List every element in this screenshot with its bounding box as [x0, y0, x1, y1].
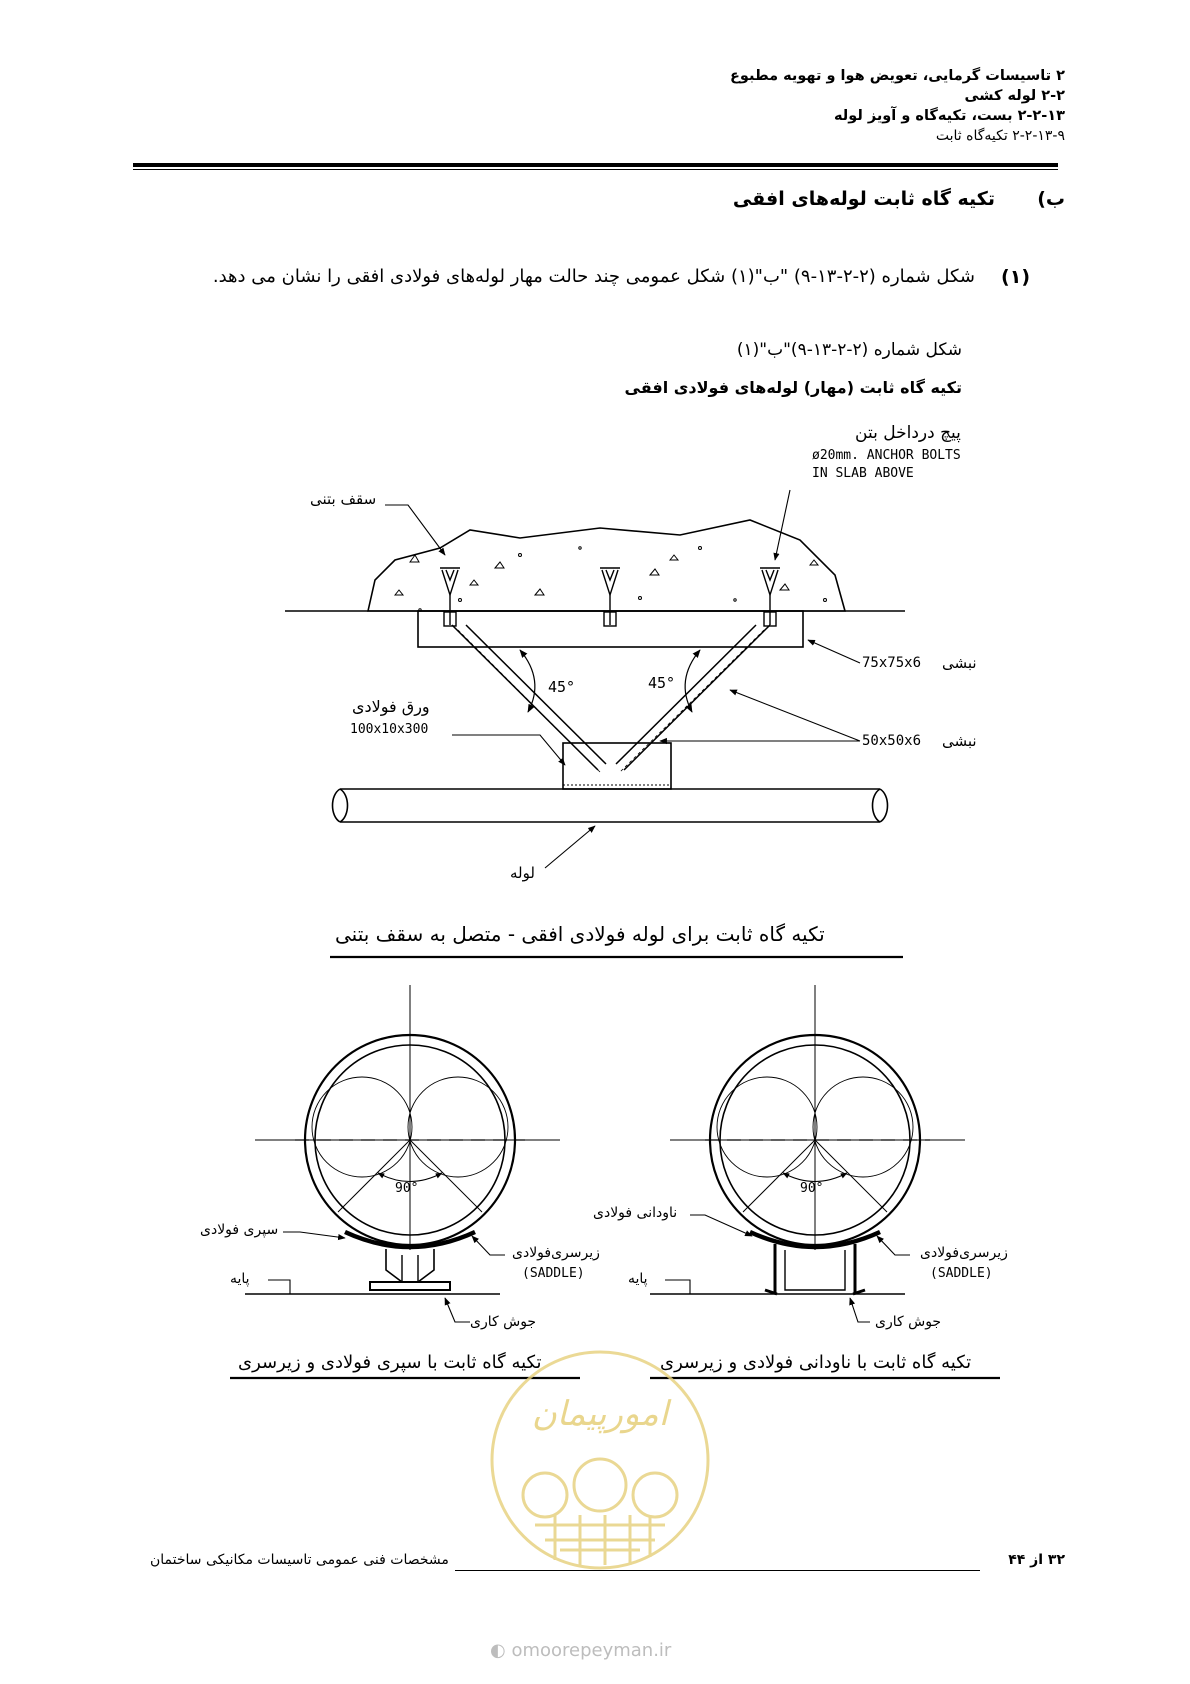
- top-caption: تکیه گاه ثابت برای لوله فولادی افقی - متصل به سقف بتنی: [335, 922, 825, 946]
- watermark-logo: [485, 1345, 715, 1575]
- bolt-label-en-1: ø20mm. ANCHOR BOLTS: [812, 448, 961, 463]
- bolt-label-fa: پیچ درداخل بتن: [855, 423, 961, 443]
- left-saddle-en: (SADDLE): [522, 1266, 585, 1281]
- angle-left-45: 45°: [548, 678, 576, 696]
- shield-label: سپری فولادی: [200, 1222, 279, 1238]
- concrete-slab: [285, 520, 905, 611]
- slab-label: سقف بتنی: [310, 490, 377, 508]
- header-line-1: ۲ تاسیسات گرمایی، تعویض هوا و تهویه مطبوع: [730, 68, 1065, 84]
- plate-size: 100x10x300: [350, 722, 429, 737]
- angle-small-size: 50x50x6: [862, 733, 922, 749]
- pipe-label: لوله: [510, 864, 535, 882]
- left-base-label: پایه: [230, 1271, 250, 1287]
- watermark-logo-text: امورپیمان: [531, 1394, 669, 1434]
- angle-big-label: نبشی: [942, 654, 977, 672]
- channel-label: ناودانی فولادی: [593, 1205, 678, 1221]
- anchor-bolts: [440, 568, 780, 626]
- figure-number: شکل شماره (۲-۲-۱۳-۹)"ب"(۱): [736, 340, 962, 360]
- left-weld-label: جوش کاری: [470, 1314, 537, 1330]
- footer-rule: [455, 1570, 980, 1571]
- angle-right-45: 45°: [648, 674, 676, 692]
- right-angle-90: 90°: [800, 1181, 824, 1196]
- leader-lines: [385, 490, 860, 868]
- right-weld-label: جوش کاری: [875, 1314, 942, 1330]
- left-angle-90: 90°: [395, 1181, 419, 1196]
- right-saddle-en: (SADDLE): [930, 1266, 993, 1281]
- angle-small-label: نبشی: [942, 732, 977, 750]
- header-line-3: ۲-۲-۱۳ بست، تکیه‌گاه و آویز لوله: [834, 108, 1065, 124]
- pipe: [333, 789, 888, 822]
- section-title: تکیه گاه ثابت لوله‌های افقی: [732, 188, 995, 210]
- right-saddle-fa: زیرسری‌فولادی: [920, 1245, 1008, 1261]
- footer-title: مشخصات فنی عمومی تاسیسات مکانیکی ساختمان: [150, 1552, 449, 1568]
- figure-title: تکیه گاه ثابت (مهار) لوله‌های فولادی افقی: [624, 378, 962, 397]
- plate-label: ورق فولادی: [352, 697, 430, 716]
- left-caption: تکیه گاه ثابت با سپری فولادی و زیرسری: [238, 1352, 542, 1373]
- header-line-4: ۲-۲-۱۳-۹ تکیه‌گاه ثابت: [935, 128, 1065, 144]
- right-caption: تکیه گاه ثابت با ناودانی فولادی و زیرسری: [660, 1352, 972, 1373]
- section-letter: ب): [1037, 188, 1065, 210]
- paragraph-number: (۱): [1001, 266, 1030, 288]
- bolt-label-en-2: IN SLAB ABOVE: [812, 466, 914, 481]
- right-support: [650, 985, 965, 1294]
- page-number: ۳۲ از ۴۴: [1008, 1552, 1065, 1568]
- steel-plate: [563, 743, 671, 789]
- left-saddle-fa: زیرسری‌فولادی: [512, 1245, 600, 1261]
- watermark-url: ◐ omoorepeyman.ir: [490, 1640, 672, 1661]
- paragraph-text: شکل شماره (۲-۲-۱۳-۹) "ب"(۱) شکل عمومی چند حالت مهار لوله‌های فولادی افقی را نشان می دهد.: [212, 266, 975, 287]
- angle-big-size: 75x75x6: [862, 655, 922, 671]
- header-line-2: ۲-۲ لوله کشی: [964, 88, 1065, 104]
- watermark-url-text: omoorepeyman.ir: [511, 1640, 672, 1661]
- right-base-label: پایه: [628, 1271, 648, 1287]
